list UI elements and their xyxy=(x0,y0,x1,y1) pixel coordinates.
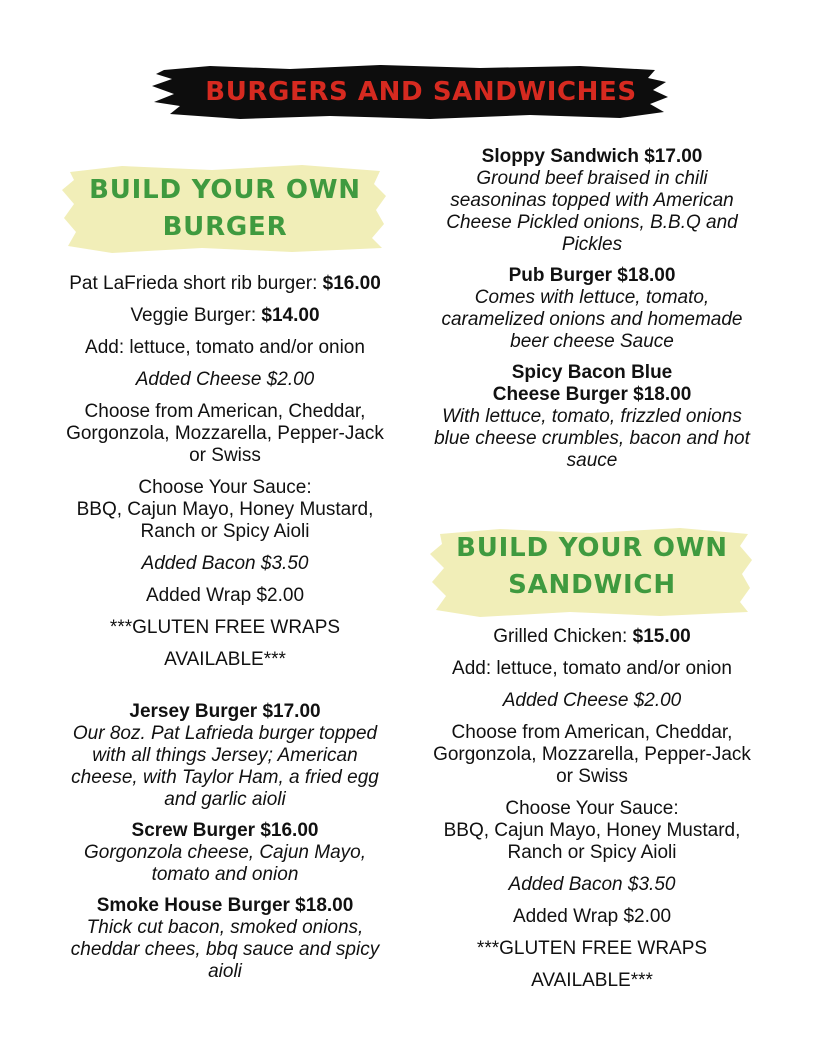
menu-item xyxy=(408,362,776,472)
cheese-line: Gorgonzola, Mozzarella, Pepper-Jack xyxy=(66,423,384,444)
menu-item xyxy=(40,820,410,886)
desc-line: Comes with lettuce, tomato, xyxy=(474,287,710,308)
cheese-line: Choose from American, Cheddar, xyxy=(84,401,366,422)
cheese-line: or Swiss xyxy=(556,766,628,787)
cheese-choices xyxy=(40,401,410,467)
desc-line: seasoninas topped with American xyxy=(450,190,734,211)
base-option-label: Veggie Burger: xyxy=(130,305,262,326)
desc-line: Gorgonzola cheese, Cajun Mayo, xyxy=(84,842,366,863)
item-title: Screw Burger $16.00 xyxy=(131,820,319,841)
desc-line: blue cheese crumbles, bacon and hot xyxy=(434,428,750,449)
item-title: Jersey Burger $17.00 xyxy=(129,701,321,722)
item-description xyxy=(40,842,410,886)
desc-line: with all things Jersey; American xyxy=(92,745,358,766)
base-option xyxy=(40,305,410,327)
build-burger-details xyxy=(40,273,410,671)
base-option xyxy=(40,273,410,295)
heading-line-1: BUILD YOUR OWN xyxy=(456,533,728,563)
sauce-line: Choose Your Sauce: xyxy=(505,798,679,819)
base-option-price: $16.00 xyxy=(322,273,381,294)
desc-line: Cheese Pickled onions, B.B.Q and xyxy=(446,212,738,233)
right-items xyxy=(408,146,776,472)
sauce-choices xyxy=(408,798,776,864)
heading-line-2: BURGER xyxy=(162,212,288,242)
item-title xyxy=(408,362,776,406)
desc-line: tomato and onion xyxy=(151,864,299,885)
build-burger-heading xyxy=(62,162,388,254)
base-option xyxy=(408,626,776,648)
cheese-line: Gorgonzola, Mozzarella, Pepper-Jack xyxy=(433,744,751,765)
cheese-line: or Swiss xyxy=(189,445,261,466)
heading-line-1: BUILD YOUR OWN xyxy=(89,175,361,205)
sauce-line: Choose Your Sauce: xyxy=(138,477,312,498)
gluten-free-note: ***GLUTEN FREE WRAPS xyxy=(476,938,708,959)
sauce-choices xyxy=(40,477,410,543)
added-cheese: Added Cheese $2.00 xyxy=(502,690,682,711)
desc-line: aioli xyxy=(208,961,242,982)
gluten-free-note: AVAILABLE*** xyxy=(164,649,286,670)
cheese-choices xyxy=(408,722,776,788)
desc-line: cheese, with Taylor Ham, a fried egg xyxy=(71,767,379,788)
add-toppings: Add: lettuce, tomato and/or onion xyxy=(85,337,365,358)
added-cheese: Added Cheese $2.00 xyxy=(135,369,315,390)
add-toppings: Add: lettuce, tomato and/or onion xyxy=(452,658,732,679)
added-bacon: Added Bacon $3.50 xyxy=(141,553,309,574)
desc-line: caramelized onions and homemade xyxy=(441,309,743,330)
cheese-line: Choose from American, Cheddar, xyxy=(451,722,733,743)
added-bacon: Added Bacon $3.50 xyxy=(508,874,676,895)
desc-line: Ground beef braised in chili xyxy=(476,168,708,189)
title-line: Spicy Bacon Blue xyxy=(511,362,673,383)
sauce-line: BBQ, Cajun Mayo, Honey Mustard, xyxy=(443,820,741,841)
item-description xyxy=(408,287,776,353)
item-description xyxy=(408,168,776,256)
item-description xyxy=(40,917,410,983)
build-sandwich-heading xyxy=(430,526,754,618)
heading-line-2: SANDWICH xyxy=(508,570,676,600)
sauce-line: Ranch or Spicy Aioli xyxy=(140,521,310,542)
menu-item xyxy=(408,146,776,256)
desc-line: With lettuce, tomato, frizzled onions xyxy=(442,406,742,427)
sauce-line: Ranch or Spicy Aioli xyxy=(507,842,677,863)
desc-line: beer cheese Sauce xyxy=(510,331,674,352)
desc-line: cheddar chees, bbq sauce and spicy xyxy=(70,939,380,960)
desc-line: sauce xyxy=(566,450,618,471)
desc-line: Pickles xyxy=(561,234,623,255)
menu-title: BURGERS AND SANDWICHES xyxy=(205,77,637,107)
base-option-price: $15.00 xyxy=(632,626,691,647)
sauce-line: BBQ, Cajun Mayo, Honey Mustard, xyxy=(76,499,374,520)
item-title: Pub Burger $18.00 xyxy=(508,265,676,286)
title-line: Cheese Burger $18.00 xyxy=(492,384,692,405)
item-title: Smoke House Burger $18.00 xyxy=(96,895,354,916)
base-option-price: $14.00 xyxy=(261,305,320,326)
left-items xyxy=(40,701,410,983)
gluten-free-note: ***GLUTEN FREE WRAPS xyxy=(109,617,341,638)
item-description xyxy=(408,406,776,472)
added-wrap: Added Wrap $2.00 xyxy=(145,585,305,606)
item-description xyxy=(40,723,410,811)
menu-item xyxy=(40,701,410,811)
menu-item xyxy=(408,265,776,353)
menu-item xyxy=(40,895,410,983)
added-wrap: Added Wrap $2.00 xyxy=(512,906,672,927)
desc-line: and garlic aioli xyxy=(164,789,286,810)
desc-line: Our 8oz. Pat Lafrieda burger topped xyxy=(72,723,378,744)
build-sandwich-details xyxy=(408,626,776,992)
base-option-label: Grilled Chicken: xyxy=(493,626,633,647)
item-title: Sloppy Sandwich $17.00 xyxy=(481,146,703,167)
menu-banner xyxy=(150,64,670,120)
desc-line: Thick cut bacon, smoked onions, xyxy=(86,917,364,938)
gluten-free-note: AVAILABLE*** xyxy=(531,970,653,991)
base-option-label: Pat LaFrieda short rib burger: xyxy=(69,273,323,294)
